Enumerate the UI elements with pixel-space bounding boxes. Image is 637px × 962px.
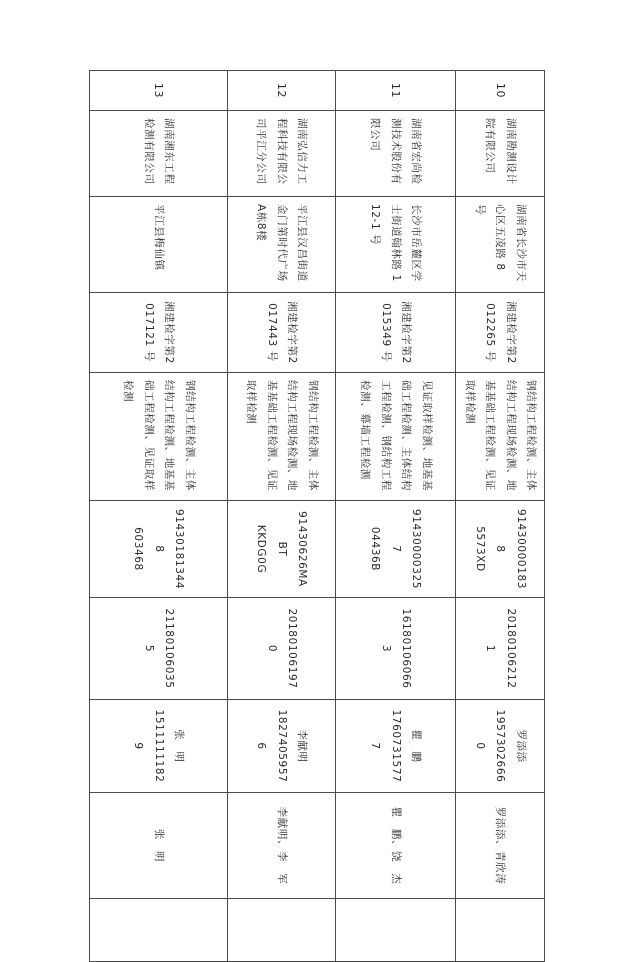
company-address: 长沙市岳麓区学士街道翰林路 112-1 号 — [336, 197, 456, 293]
table-row — [456, 71, 545, 962]
empty-cell — [228, 899, 336, 962]
certificate-number: 湘建检字第2017443 号 — [228, 293, 336, 373]
company-name: 湖南勘测设计院有限公司 — [456, 111, 545, 197]
row-number: 10 — [456, 71, 545, 111]
table-row — [90, 71, 228, 962]
row-number: 11 — [336, 71, 456, 111]
inspection-scope: 钢结构工程检测、主体结构工程现场检测、地基基础工程检测、见证取样检测 — [228, 373, 336, 501]
responsible-persons: 罗添添、青欣涛 — [456, 793, 545, 899]
registration-number: 201801061970 — [228, 598, 336, 700]
table-row — [228, 71, 336, 962]
certificate-number: 湘建检字第2017121 号 — [90, 293, 228, 373]
inspection-scope: 见证取样检测、地基基础工程检测、主体结构工程检测、钢结构工程检测、幕墙工程检测 — [336, 373, 456, 501]
contact-person-phone: 瞿 鹏 17607315777 — [336, 700, 456, 793]
credit-code: 91430626MABT KKDG0G — [228, 501, 336, 598]
contact-person-phone: 罗添添 19573026660 — [456, 700, 545, 793]
credit-code: 914301813448 603468 — [90, 501, 228, 598]
credit-code: 914300003257 04436B — [336, 501, 456, 598]
contact-person-phone: 张 明 15111111829 — [90, 700, 228, 793]
row-number: 13 — [90, 71, 228, 111]
registration-number: 161801060663 — [336, 598, 456, 700]
company-name: 湖南湘东工程检测有限公司 — [90, 111, 228, 197]
responsible-persons: 张 明 — [90, 793, 228, 899]
empty-cell — [90, 899, 228, 962]
credit-code: 914300001838 5573XD — [456, 501, 545, 598]
empty-cell — [336, 899, 456, 962]
responsible-persons: 瞿 鹏、饶 杰 — [336, 793, 456, 899]
inspection-scope: 钢结构工程检测、主体结构工程现场检测、地基基础工程检测、见证取样检测 — [456, 373, 545, 501]
registration-number: 211801060355 — [90, 598, 228, 700]
certificate-number: 湘建检字第2015349 号 — [336, 293, 456, 373]
company-address: 湖南省长沙市天心区五凌路 8 号 — [456, 197, 545, 293]
company-name: 湖南省宏尚检测技术股份有限公司 — [336, 111, 456, 197]
inspection-agency-table — [89, 70, 545, 962]
company-address: 平江县梅仙镇 — [90, 197, 228, 293]
contact-person-phone: 李献明 18274059576 — [228, 700, 336, 793]
row-number: 12 — [228, 71, 336, 111]
inspection-scope: 钢结构工程检测、主体结构工程检测、地基基础工程检测、见证取样检测 — [90, 373, 228, 501]
certificate-number: 湘建检字第2012265 号 — [456, 293, 545, 373]
responsible-persons: 李献明、李 军 — [228, 793, 336, 899]
table-row — [336, 71, 456, 962]
company-name: 湖南弘信力工程科技有限公司平江分公司 — [228, 111, 336, 197]
company-address: 平江县汉昌街道金门第时代广场A栋8楼 — [228, 197, 336, 293]
empty-cell — [456, 899, 545, 962]
registration-number: 201801062121 — [456, 598, 545, 700]
